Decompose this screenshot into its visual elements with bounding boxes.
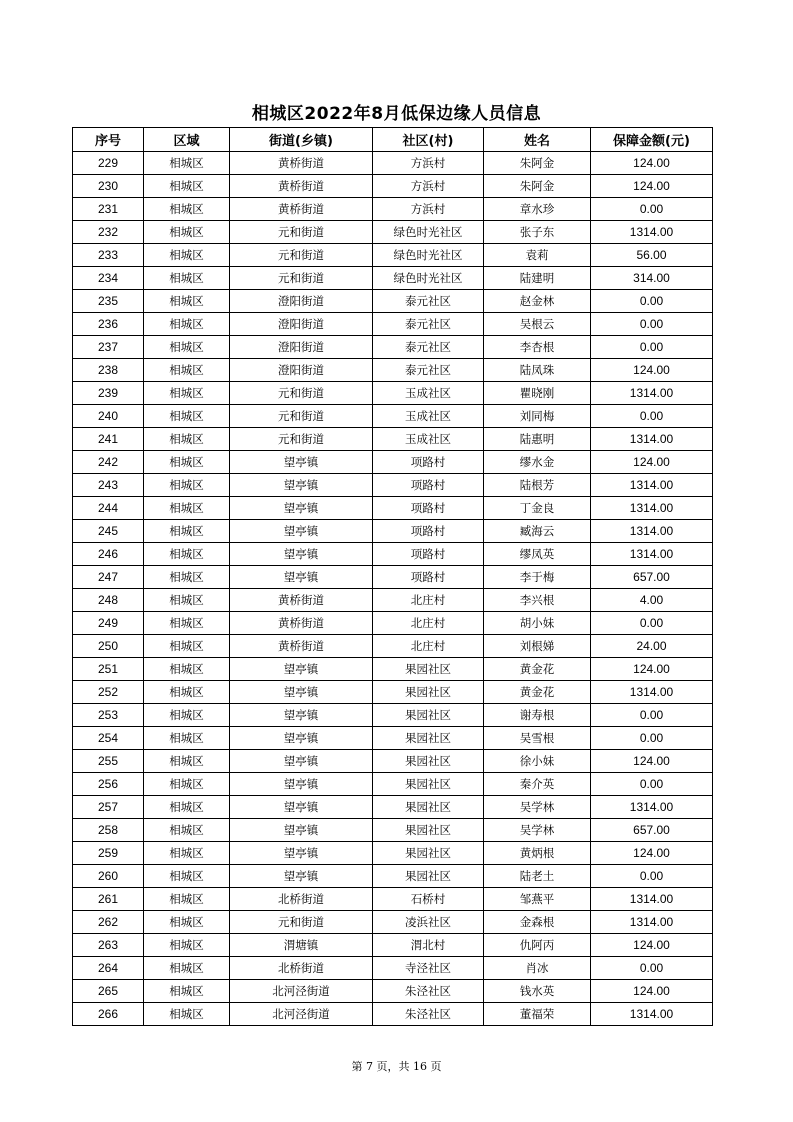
cell-index: 261 (73, 888, 144, 911)
cell-district: 相城区 (144, 612, 230, 635)
cell-community: 北庄村 (373, 589, 484, 612)
cell-street: 澄阳街道 (230, 336, 373, 359)
cell-community: 泰元社区 (373, 336, 484, 359)
cell-street: 元和街道 (230, 244, 373, 267)
cell-community: 绿色时光社区 (373, 244, 484, 267)
cell-index: 252 (73, 681, 144, 704)
table-row (73, 244, 713, 267)
cell-district: 相城区 (144, 589, 230, 612)
cell-district: 相城区 (144, 566, 230, 589)
cell-community: 果园社区 (373, 750, 484, 773)
cell-community: 北庄村 (373, 635, 484, 658)
cell-street: 望亭镇 (230, 520, 373, 543)
cell-amount: 124.00 (591, 980, 713, 1003)
table-row (73, 888, 713, 911)
cell-name: 朱阿金 (484, 175, 591, 198)
cell-name: 陆建明 (484, 267, 591, 290)
cell-community: 果园社区 (373, 865, 484, 888)
cell-amount: 657.00 (591, 566, 713, 589)
cell-community: 方浜村 (373, 198, 484, 221)
cell-amount: 1314.00 (591, 543, 713, 566)
cell-amount: 1314.00 (591, 681, 713, 704)
cell-street: 澄阳街道 (230, 313, 373, 336)
cell-district: 相城区 (144, 267, 230, 290)
cell-name: 黄金花 (484, 681, 591, 704)
cell-amount: 657.00 (591, 819, 713, 842)
cell-community: 果园社区 (373, 842, 484, 865)
cell-street: 黄桥街道 (230, 175, 373, 198)
cell-amount: 0.00 (591, 336, 713, 359)
cell-community: 项路村 (373, 520, 484, 543)
cell-district: 相城区 (144, 658, 230, 681)
cell-community: 绿色时光社区 (373, 221, 484, 244)
cell-index: 234 (73, 267, 144, 290)
table-row (73, 658, 713, 681)
cell-community: 绿色时光社区 (373, 267, 484, 290)
cell-community: 方浜村 (373, 175, 484, 198)
cell-amount: 1314.00 (591, 911, 713, 934)
cell-community: 玉成社区 (373, 405, 484, 428)
cell-amount: 1314.00 (591, 428, 713, 451)
cell-name: 刘根娣 (484, 635, 591, 658)
cell-amount: 1314.00 (591, 888, 713, 911)
cell-street: 望亭镇 (230, 819, 373, 842)
table-header-row (73, 128, 713, 152)
cell-community: 石桥村 (373, 888, 484, 911)
cell-index: 233 (73, 244, 144, 267)
cell-index: 238 (73, 359, 144, 382)
cell-community: 项路村 (373, 474, 484, 497)
cell-name: 邹燕平 (484, 888, 591, 911)
cell-community: 果园社区 (373, 773, 484, 796)
cell-street: 望亭镇 (230, 842, 373, 865)
header-index: 序号 (73, 128, 144, 152)
cell-community: 泰元社区 (373, 290, 484, 313)
cell-index: 237 (73, 336, 144, 359)
cell-amount: 0.00 (591, 405, 713, 428)
cell-name: 陆老土 (484, 865, 591, 888)
cell-index: 235 (73, 290, 144, 313)
cell-street: 北河泾街道 (230, 980, 373, 1003)
cell-name: 袁莉 (484, 244, 591, 267)
cell-street: 望亭镇 (230, 543, 373, 566)
cell-name: 朱阿金 (484, 152, 591, 175)
cell-community: 果园社区 (373, 658, 484, 681)
table-row (73, 750, 713, 773)
cell-community: 寺泾社区 (373, 957, 484, 980)
header-district: 区域 (144, 128, 230, 152)
cell-index: 249 (73, 612, 144, 635)
cell-district: 相城区 (144, 934, 230, 957)
header-name: 姓名 (484, 128, 591, 152)
cell-street: 黄桥街道 (230, 198, 373, 221)
cell-district: 相城区 (144, 957, 230, 980)
cell-amount: 124.00 (591, 152, 713, 175)
cell-index: 256 (73, 773, 144, 796)
table-row (73, 773, 713, 796)
cell-name: 陆根芳 (484, 474, 591, 497)
cell-name: 丁金良 (484, 497, 591, 520)
table-row (73, 405, 713, 428)
page-footer: 第 7 页，共 16 页 (351, 1060, 442, 1073)
cell-index: 236 (73, 313, 144, 336)
cell-amount: 0.00 (591, 727, 713, 750)
cell-name: 吴学林 (484, 796, 591, 819)
cell-amount: 124.00 (591, 359, 713, 382)
cell-street: 黄桥街道 (230, 612, 373, 635)
cell-district: 相城区 (144, 359, 230, 382)
cell-district: 相城区 (144, 428, 230, 451)
cell-district: 相城区 (144, 727, 230, 750)
table-row (73, 842, 713, 865)
cell-index: 263 (73, 934, 144, 957)
cell-street: 望亭镇 (230, 750, 373, 773)
cell-street: 黄桥街道 (230, 635, 373, 658)
table-row (73, 474, 713, 497)
beneficiary-table (72, 127, 713, 1026)
table-row (73, 428, 713, 451)
cell-index: 246 (73, 543, 144, 566)
cell-index: 254 (73, 727, 144, 750)
table-row (73, 819, 713, 842)
cell-community: 项路村 (373, 497, 484, 520)
cell-street: 澄阳街道 (230, 290, 373, 313)
cell-index: 259 (73, 842, 144, 865)
cell-district: 相城区 (144, 152, 230, 175)
table-row (73, 520, 713, 543)
table-row (73, 336, 713, 359)
cell-street: 望亭镇 (230, 497, 373, 520)
cell-name: 陆惠明 (484, 428, 591, 451)
cell-index: 264 (73, 957, 144, 980)
cell-index: 248 (73, 589, 144, 612)
table-row (73, 290, 713, 313)
cell-district: 相城区 (144, 796, 230, 819)
cell-district: 相城区 (144, 911, 230, 934)
cell-district: 相城区 (144, 704, 230, 727)
cell-community: 朱泾社区 (373, 1003, 484, 1026)
cell-name: 缪水金 (484, 451, 591, 474)
cell-amount: 4.00 (591, 589, 713, 612)
cell-street: 望亭镇 (230, 474, 373, 497)
cell-community: 渭北村 (373, 934, 484, 957)
cell-index: 250 (73, 635, 144, 658)
cell-amount: 1314.00 (591, 382, 713, 405)
cell-district: 相城区 (144, 819, 230, 842)
cell-index: 242 (73, 451, 144, 474)
cell-street: 元和街道 (230, 382, 373, 405)
cell-amount: 1314.00 (591, 1003, 713, 1026)
cell-community: 果园社区 (373, 819, 484, 842)
cell-district: 相城区 (144, 773, 230, 796)
table-row (73, 980, 713, 1003)
cell-district: 相城区 (144, 635, 230, 658)
cell-community: 朱泾社区 (373, 980, 484, 1003)
cell-index: 239 (73, 382, 144, 405)
table-body (73, 152, 713, 1026)
cell-district: 相城区 (144, 336, 230, 359)
cell-community: 凌浜社区 (373, 911, 484, 934)
table-row (73, 681, 713, 704)
table-row (73, 612, 713, 635)
cell-street: 北桥街道 (230, 888, 373, 911)
table-row (73, 221, 713, 244)
cell-district: 相城区 (144, 290, 230, 313)
cell-index: 240 (73, 405, 144, 428)
table-row (73, 566, 713, 589)
table-row (73, 1003, 713, 1026)
cell-amount: 1314.00 (591, 474, 713, 497)
table-row (73, 175, 713, 198)
cell-index: 241 (73, 428, 144, 451)
cell-district: 相城区 (144, 520, 230, 543)
cell-name: 金森根 (484, 911, 591, 934)
cell-index: 251 (73, 658, 144, 681)
header-community: 社区(村) (373, 128, 484, 152)
cell-community: 果园社区 (373, 727, 484, 750)
cell-street: 望亭镇 (230, 566, 373, 589)
cell-name: 吴根云 (484, 313, 591, 336)
cell-district: 相城区 (144, 1003, 230, 1026)
cell-amount: 0.00 (591, 865, 713, 888)
cell-district: 相城区 (144, 888, 230, 911)
cell-amount: 124.00 (591, 175, 713, 198)
cell-amount: 0.00 (591, 198, 713, 221)
cell-name: 李于梅 (484, 566, 591, 589)
cell-district: 相城区 (144, 474, 230, 497)
cell-index: 253 (73, 704, 144, 727)
cell-street: 望亭镇 (230, 773, 373, 796)
cell-street: 渭塘镇 (230, 934, 373, 957)
cell-amount: 1314.00 (591, 520, 713, 543)
cell-community: 项路村 (373, 566, 484, 589)
cell-name: 张子东 (484, 221, 591, 244)
table-row (73, 704, 713, 727)
cell-name: 章水珍 (484, 198, 591, 221)
document-title: 相城区2022年8月低保边缘人员信息 (251, 104, 542, 124)
cell-index: 257 (73, 796, 144, 819)
cell-index: 247 (73, 566, 144, 589)
cell-district: 相城区 (144, 980, 230, 1003)
table-row (73, 727, 713, 750)
cell-name: 臧海云 (484, 520, 591, 543)
table-row (73, 543, 713, 566)
cell-street: 元和街道 (230, 428, 373, 451)
cell-index: 230 (73, 175, 144, 198)
header-amount: 保障金额(元) (591, 128, 713, 152)
cell-name: 赵金林 (484, 290, 591, 313)
cell-amount: 0.00 (591, 313, 713, 336)
cell-name: 吴雪根 (484, 727, 591, 750)
table-row (73, 911, 713, 934)
cell-amount: 314.00 (591, 267, 713, 290)
cell-name: 胡小妹 (484, 612, 591, 635)
cell-index: 229 (73, 152, 144, 175)
table-row (73, 865, 713, 888)
cell-amount: 24.00 (591, 635, 713, 658)
cell-index: 265 (73, 980, 144, 1003)
cell-name: 李杏根 (484, 336, 591, 359)
cell-community: 果园社区 (373, 704, 484, 727)
cell-index: 243 (73, 474, 144, 497)
cell-name: 黄炳根 (484, 842, 591, 865)
cell-amount: 0.00 (591, 612, 713, 635)
cell-community: 北庄村 (373, 612, 484, 635)
cell-name: 徐小妹 (484, 750, 591, 773)
cell-street: 望亭镇 (230, 727, 373, 750)
cell-district: 相城区 (144, 497, 230, 520)
table-row (73, 589, 713, 612)
table-row (73, 313, 713, 336)
cell-name: 李兴根 (484, 589, 591, 612)
table-row (73, 359, 713, 382)
cell-name: 仇阿丙 (484, 934, 591, 957)
cell-district: 相城区 (144, 221, 230, 244)
cell-amount: 124.00 (591, 842, 713, 865)
cell-name: 陆凤珠 (484, 359, 591, 382)
cell-amount: 0.00 (591, 704, 713, 727)
cell-street: 元和街道 (230, 267, 373, 290)
cell-street: 北河泾街道 (230, 1003, 373, 1026)
table-row (73, 796, 713, 819)
table-row (73, 198, 713, 221)
cell-name: 秦介英 (484, 773, 591, 796)
cell-name: 瞿晓刚 (484, 382, 591, 405)
table-row (73, 957, 713, 980)
cell-street: 黄桥街道 (230, 589, 373, 612)
cell-amount: 0.00 (591, 957, 713, 980)
cell-district: 相城区 (144, 405, 230, 428)
cell-name: 钱水英 (484, 980, 591, 1003)
cell-amount: 124.00 (591, 934, 713, 957)
cell-street: 望亭镇 (230, 658, 373, 681)
cell-district: 相城区 (144, 313, 230, 336)
cell-street: 望亭镇 (230, 704, 373, 727)
table-row (73, 451, 713, 474)
cell-street: 北桥街道 (230, 957, 373, 980)
cell-index: 262 (73, 911, 144, 934)
cell-amount: 0.00 (591, 773, 713, 796)
table-row (73, 267, 713, 290)
cell-district: 相城区 (144, 842, 230, 865)
cell-name: 缪凤英 (484, 543, 591, 566)
cell-amount: 0.00 (591, 290, 713, 313)
cell-street: 望亭镇 (230, 865, 373, 888)
table-row (73, 382, 713, 405)
cell-community: 泰元社区 (373, 313, 484, 336)
cell-street: 黄桥街道 (230, 152, 373, 175)
cell-community: 果园社区 (373, 796, 484, 819)
cell-community: 项路村 (373, 543, 484, 566)
cell-district: 相城区 (144, 451, 230, 474)
cell-amount: 124.00 (591, 658, 713, 681)
cell-district: 相城区 (144, 198, 230, 221)
cell-community: 方浜村 (373, 152, 484, 175)
cell-name: 吴学林 (484, 819, 591, 842)
cell-name: 黄金花 (484, 658, 591, 681)
cell-district: 相城区 (144, 543, 230, 566)
cell-name: 刘同梅 (484, 405, 591, 428)
cell-street: 元和街道 (230, 221, 373, 244)
cell-name: 肖冰 (484, 957, 591, 980)
cell-district: 相城区 (144, 865, 230, 888)
cell-index: 266 (73, 1003, 144, 1026)
table-row (73, 635, 713, 658)
cell-index: 244 (73, 497, 144, 520)
cell-street: 望亭镇 (230, 451, 373, 474)
cell-street: 澄阳街道 (230, 359, 373, 382)
table-row (73, 497, 713, 520)
table-row (73, 152, 713, 175)
cell-index: 255 (73, 750, 144, 773)
cell-community: 项路村 (373, 451, 484, 474)
cell-community: 玉成社区 (373, 382, 484, 405)
cell-amount: 124.00 (591, 750, 713, 773)
header-street: 街道(乡镇) (230, 128, 373, 152)
cell-street: 望亭镇 (230, 796, 373, 819)
cell-name: 谢寿根 (484, 704, 591, 727)
cell-district: 相城区 (144, 382, 230, 405)
cell-index: 260 (73, 865, 144, 888)
cell-district: 相城区 (144, 681, 230, 704)
cell-community: 果园社区 (373, 681, 484, 704)
cell-name: 董福荣 (484, 1003, 591, 1026)
cell-community: 泰元社区 (373, 359, 484, 382)
cell-amount: 1314.00 (591, 221, 713, 244)
cell-community: 玉成社区 (373, 428, 484, 451)
cell-index: 245 (73, 520, 144, 543)
cell-street: 望亭镇 (230, 681, 373, 704)
cell-district: 相城区 (144, 750, 230, 773)
cell-index: 232 (73, 221, 144, 244)
cell-street: 元和街道 (230, 405, 373, 428)
cell-amount: 56.00 (591, 244, 713, 267)
cell-amount: 1314.00 (591, 497, 713, 520)
cell-amount: 124.00 (591, 451, 713, 474)
table-row (73, 934, 713, 957)
cell-index: 231 (73, 198, 144, 221)
cell-district: 相城区 (144, 244, 230, 267)
cell-index: 258 (73, 819, 144, 842)
cell-district: 相城区 (144, 175, 230, 198)
cell-street: 元和街道 (230, 911, 373, 934)
cell-amount: 1314.00 (591, 796, 713, 819)
